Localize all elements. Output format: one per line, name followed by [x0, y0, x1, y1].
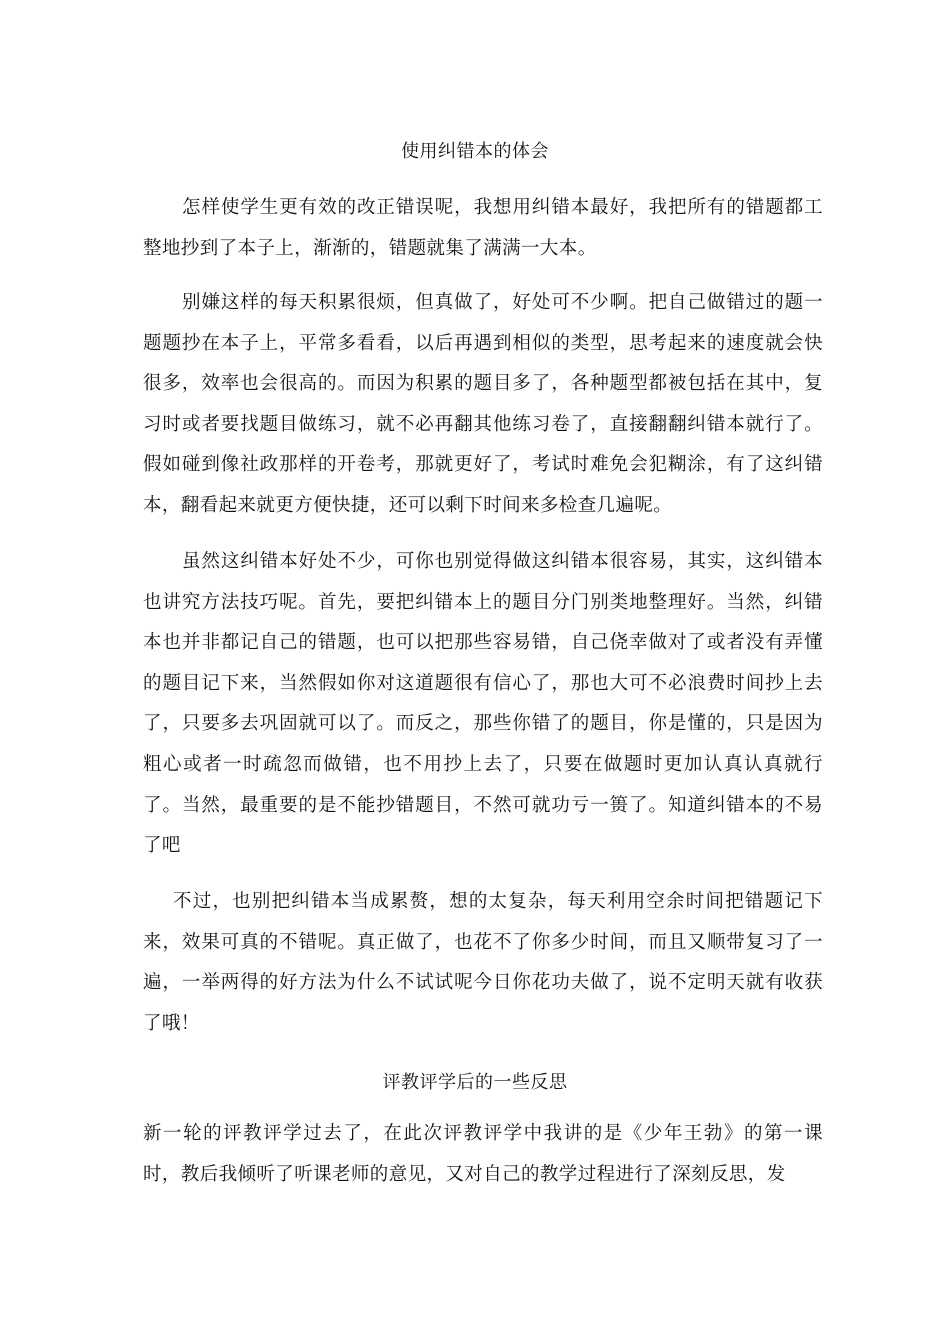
paragraph-4: 不过，也别把纠错本当成累赘，想的太复杂，每天利用空余时间把错题记下来，效果可真的不错呢。真正做了，也花不了你多少时间，而且又顺带复习了一遍，一举两得的好方法为什么不试试呢今日你花功夫做了，说不定明天就有收获了哦！ [143, 891, 823, 1034]
paragraph-3: 虽然这纠错本好处不少，可你也别觉得做这纠错本很容易，其实，这纠错本也讲究方法技巧呢。首先，要把纠错本上的题目分门别类地整理好。当然，纠错本也并非都记自己的错题，也可以把那些容易错，自己侥幸做对了或者没有弄懂的题目记下来，当然假如你对这道题很有信心了，那也大可不必浪费时间抄上去了，只要多去巩固就可以了。而反之，那些你错了的题目，你是懂的，只是因为粗心或者一时疏忽而做错，也不用抄上去了，只要在做题时更加认真认真就行了。当然，最重要的是不能抄错题目，不然可就功亏一篑了。知道纠错本的不易了吧 [143, 551, 823, 857]
paragraph-5: 新一轮的评教评学过去了，在此次评教评学中我讲的是《少年王勃》的第一课时，教后我倾听了听课老师的意见，又对自己的教学过程进行了深刻反思，发 [143, 1123, 823, 1185]
paragraph-1: 怎样使学生更有效的改正错误呢，我想用纠错本最好，我把所有的错题都工整地抄到了本子上，渐渐的，错题就集了满满一大本。 [143, 197, 823, 259]
section-title-2: 评教评学后的一些反思 [382, 1072, 568, 1093]
document-title: 使用纠错本的体会 [401, 141, 549, 162]
paragraph-2: 别嫌这样的每天积累很烦，但真做了，好处可不少啊。把自己做错过的题一题题抄在本子上，平常多看看，以后再遇到相似的类型，思考起来的速度就会快很多，效率也会很高的。而因为积累的题目多了，各种题型都被包括在其中，复习时或者要找题目做练习，就不必再翻其他练习卷了，直接翻翻纠错本就行了。假如碰到像社政那样的开卷考，那就更好了，考试时难免会犯糊涂，有了这纠错本，翻看起来就更方便快捷，还可以剩下时间来多检查几遍呢。 [143, 292, 823, 516]
